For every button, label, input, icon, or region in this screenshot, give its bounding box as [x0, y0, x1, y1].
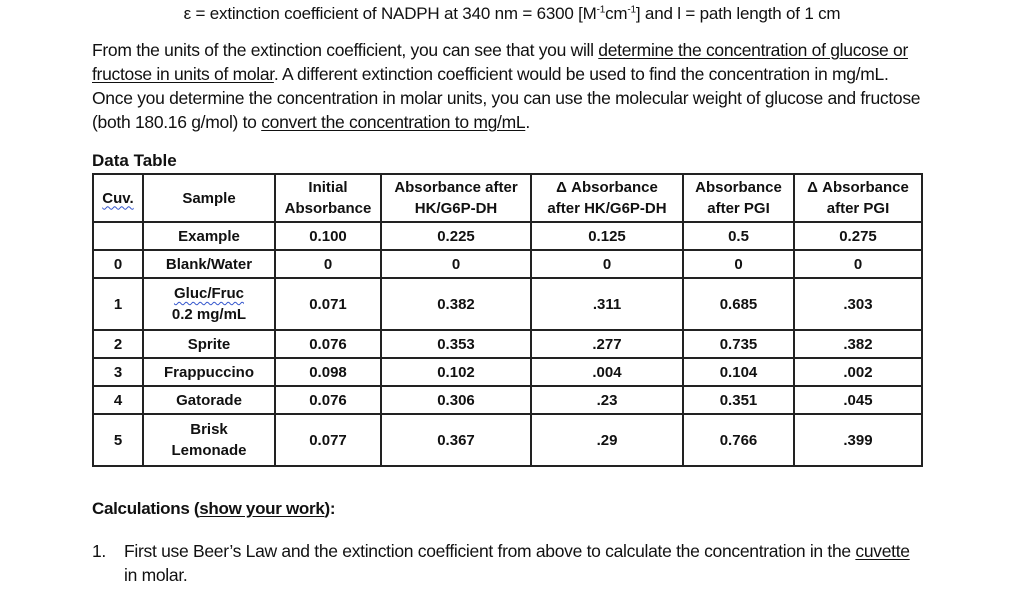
- cell-delta-hk: .29: [531, 414, 683, 466]
- question-text-part: in molar.: [124, 565, 188, 585]
- cell-sample: Sprite: [143, 330, 275, 358]
- question-text: [124, 539, 922, 587]
- cell-delta-pgi: 0.275: [794, 222, 922, 250]
- cell-cuv: [93, 222, 143, 250]
- data-table: [92, 173, 923, 467]
- cell-after-pgi: 0.5: [683, 222, 794, 250]
- underlined-phrase: convert the concentration to mg/mL: [261, 112, 526, 132]
- cell-after-hk: 0: [381, 250, 531, 278]
- cell-sample: Example: [143, 222, 275, 250]
- cell-after-pgi: 0: [683, 250, 794, 278]
- header-cuv: [93, 174, 143, 222]
- table-row: [93, 330, 922, 358]
- cell-after-pgi: 0.735: [683, 330, 794, 358]
- header-line: Absorbance: [695, 179, 782, 196]
- sample-line: 0.2 mg/mL: [171, 306, 247, 323]
- coef-text-prefix: ε = extinction coefficient of NADPH at 340 nm = 6300 [M: [183, 4, 597, 23]
- header-line: Δ Absorbance: [556, 179, 658, 196]
- cell-sample: [143, 414, 275, 466]
- cell-cuv: 2: [93, 330, 143, 358]
- cell-delta-hk: 0.125: [531, 222, 683, 250]
- cell-after-hk: 0.102: [381, 358, 531, 386]
- underlined-phrase: show your work: [199, 499, 325, 518]
- header-line: after HK/G6P-DH: [547, 200, 667, 217]
- header-line: after PGI: [707, 200, 770, 217]
- header-line: Δ Absorbance: [807, 179, 909, 196]
- header-sample: Sample: [143, 174, 275, 222]
- coef-text-mid: cm: [605, 4, 628, 23]
- instruction-paragraph: [92, 38, 922, 134]
- table-row: [93, 386, 922, 414]
- header-delta-pgi: [794, 174, 922, 222]
- extinction-coefficient-line: [0, 4, 1024, 24]
- cell-sample: [143, 278, 275, 330]
- cell-cuv: 1: [93, 278, 143, 330]
- cell-delta-hk: 0: [531, 250, 683, 278]
- cell-sample: Frappuccino: [143, 358, 275, 386]
- underlined-phrase: determine the concentration of glucose or fructose in units of molar: [92, 40, 908, 84]
- cell-delta-pgi: .382: [794, 330, 922, 358]
- cell-after-pgi: 0.685: [683, 278, 794, 330]
- cell-delta-pgi: .045: [794, 386, 922, 414]
- cell-after-pgi: 0.104: [683, 358, 794, 386]
- table-row: [93, 278, 922, 330]
- cell-delta-hk: .23: [531, 386, 683, 414]
- header-delta-hk: [531, 174, 683, 222]
- cell-after-hk: 0.225: [381, 222, 531, 250]
- list-number: 1.: [92, 541, 106, 561]
- header-line: Initial: [308, 179, 348, 196]
- header-cuv-label: Cuv.: [102, 189, 134, 207]
- table-row: [93, 222, 922, 250]
- paragraph-text: .: [525, 112, 530, 132]
- cell-sample: Gatorade: [143, 386, 275, 414]
- cell-cuv: 5: [93, 414, 143, 466]
- cell-delta-pgi: .303: [794, 278, 922, 330]
- cell-initial: 0.076: [275, 330, 381, 358]
- header-initial: [275, 174, 381, 222]
- cell-after-pgi: 0.351: [683, 386, 794, 414]
- cell-cuv: 0: [93, 250, 143, 278]
- calculations-heading: [92, 499, 335, 519]
- table-header-row: [93, 174, 922, 222]
- cell-after-hk: 0.306: [381, 386, 531, 414]
- heading-text: ):: [324, 499, 336, 518]
- cell-after-hk: 0.353: [381, 330, 531, 358]
- table-row: [93, 250, 922, 278]
- table-row: [93, 358, 922, 386]
- header-line: after PGI: [826, 200, 890, 217]
- cell-cuv: 3: [93, 358, 143, 386]
- cell-after-pgi: 0.766: [683, 414, 794, 466]
- cell-delta-pgi: .399: [794, 414, 922, 466]
- sample-line: Gluc/Fruc: [173, 285, 244, 302]
- cell-cuv: 4: [93, 386, 143, 414]
- cell-delta-hk: .277: [531, 330, 683, 358]
- sample-line: Brisk: [190, 421, 228, 438]
- cell-delta-pgi: .002: [794, 358, 922, 386]
- underlined-phrase: cuvette: [855, 541, 910, 561]
- cell-after-hk: 0.382: [381, 278, 531, 330]
- paragraph-text: . A different extinction coefficient would be used to find the concentration in mg/mL. Once you determine the concentration in molar units, you can use the molecular weight of glucose and fructose (both 180.16 g/mol) to: [92, 64, 921, 132]
- coef-text-suffix: ] and l = path length of 1 cm: [635, 4, 841, 23]
- data-table-title: Data Table: [92, 151, 177, 170]
- heading-text: Calculations (: [92, 499, 200, 518]
- cell-delta-pgi: 0: [794, 250, 922, 278]
- cell-initial: 0.100: [275, 222, 381, 250]
- header-line: HK/G6P-DH: [414, 200, 498, 217]
- superscript: -1: [596, 4, 606, 16]
- header-after-pgi: [683, 174, 794, 222]
- cell-sample: Blank/Water: [143, 250, 275, 278]
- cell-delta-hk: .311: [531, 278, 683, 330]
- cell-after-hk: 0.367: [381, 414, 531, 466]
- cell-initial: 0.076: [275, 386, 381, 414]
- paragraph-text: From the units of the extinction coefficient, you can see that you will: [92, 40, 599, 60]
- sample-line: Lemonade: [171, 442, 247, 459]
- cell-initial: 0: [275, 250, 381, 278]
- question-1: [92, 539, 922, 587]
- header-after-hk: [381, 174, 531, 222]
- header-line: Absorbance after: [394, 179, 518, 196]
- cell-initial: 0.098: [275, 358, 381, 386]
- table-row: [93, 414, 922, 466]
- question-text-part: First use Beer’s Law and the extinction coefficient from above to calculate the concentration in the: [124, 541, 856, 561]
- cell-initial: 0.071: [275, 278, 381, 330]
- cell-delta-hk: .004: [531, 358, 683, 386]
- cell-initial: 0.077: [275, 414, 381, 466]
- superscript: -1: [627, 4, 636, 16]
- header-line: Absorbance: [284, 200, 372, 217]
